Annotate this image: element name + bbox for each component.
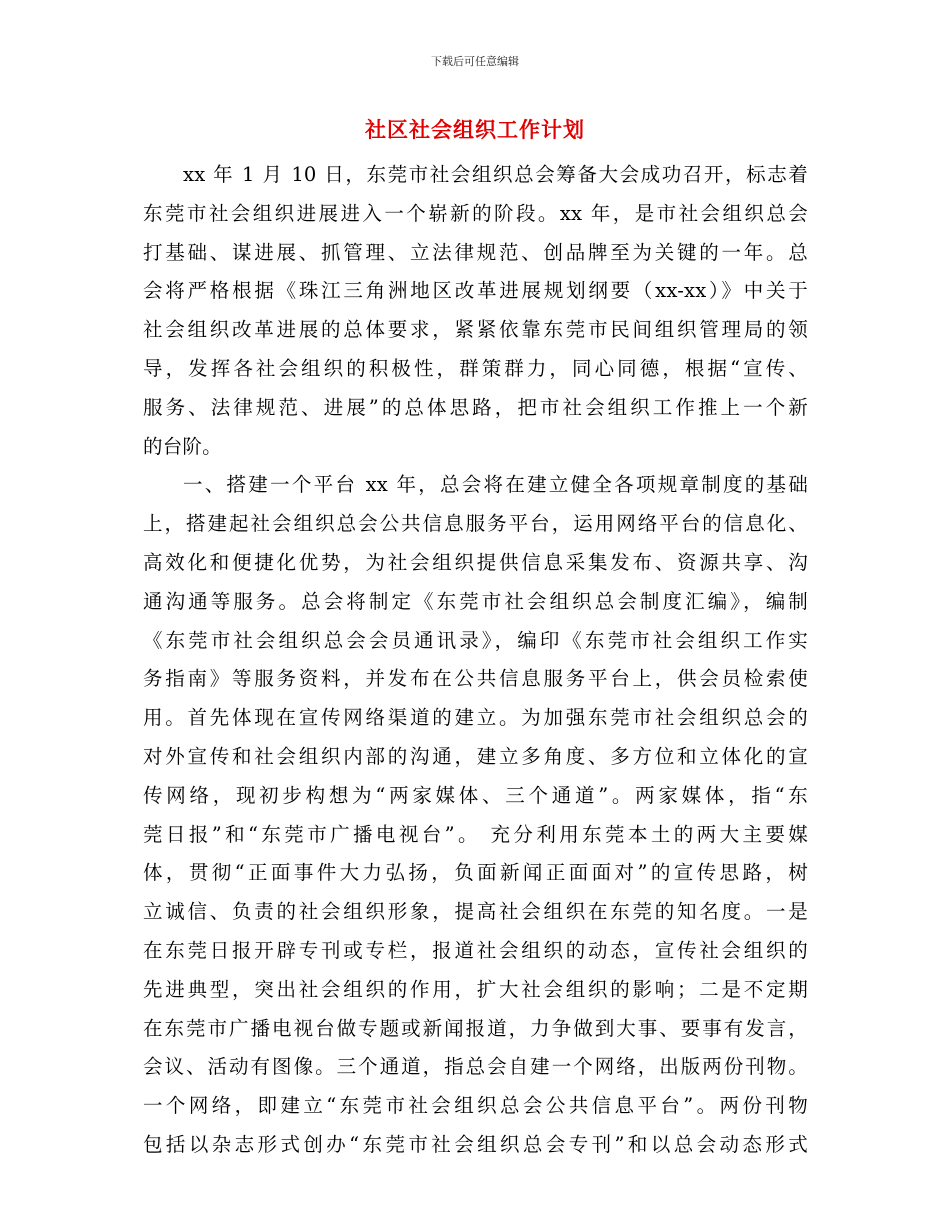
paragraph-line: 一、搭建一个平台 xx 年，总会将在建立健全各项规章制度的基础 [183,473,808,497]
paragraph-line: 对外宣传和社会组织内部的沟通，建立多角度、多方位和立体化的宣 [143,744,808,768]
paragraph-line: 打基础、谋进展、抓管理、立法律规范、创品牌至为关键的一年。总 [143,240,808,264]
paragraph-line: 通沟通等服务。总会将制定《东莞市社会组织总会制度汇编》，编制 [143,589,808,613]
paragraph-line: 包括以杂志形式创办“东莞市社会组织总会专刊”和以总会动态形式 [143,1132,808,1156]
paragraph-line: 上，搭建起社会组织总会公共信息服务平台，运用网络平台的信息化、 [143,512,808,536]
paragraph-line: 在东莞日报开辟专刊或专栏，报道社会组织的动态，宣传社会组织的 [143,938,808,962]
paragraph-line: 立诚信、负责的社会组织形象，提高社会组织在东莞的知名度。一是 [143,900,808,924]
paragraph-line: 《东莞市社会组织总会会员通讯录》，编印《东莞市社会组织工作实 [143,628,808,652]
paragraph-line: 导，发挥各社会组织的积极性，群策群力，同心同德，根据“宣传、 [143,356,808,380]
paragraph-line: 会议、活动有图像。三个通道，指总会自建一个网络，出版两份刊物。 [143,1055,808,1079]
paragraph-line: 传网络，现初步构想为“两家媒体、三个通道”。两家媒体，指“东 [143,783,808,807]
paragraph-line: 先进典型，突出社会组织的作用，扩大社会组织的影响；二是不定期 [143,977,808,1001]
paragraph-line: 的台阶。 [143,434,222,458]
paragraph-line: 社会组织改革进展的总体要求，紧紧依靠东莞市民间组织管理局的领 [143,318,808,342]
paragraph-line: 用。首先体现在宣传网络渠道的建立。为加强东莞市社会组织总会的 [143,706,808,730]
paragraph-line: xx 年 1 月 10 日，东莞市社会组织总会筹备大会成功召开，标志着 [183,163,808,186]
document-title: 社区社会组织工作计划 [365,118,585,142]
paragraph-line: 服务、法律规范、进展”的总体思路，把市社会组织工作推上一个新 [143,395,808,419]
paragraph-line: 莞日报”和“东莞市广播电视台”。 充分利用东莞本土的两大主要媒 [143,822,808,846]
paragraph-line: 体，贯彻“正面事件大力弘扬，负面新闻正面面对”的宣传思路，树 [143,861,808,885]
paragraph-line: 会将严格根据《珠江三角洲地区改革进展规划纲要（xx-xx）》中关于 [143,279,808,303]
paragraph-line: 东莞市社会组织进展进入一个崭新的阶段。xx 年，是市社会组织总会 [143,201,808,225]
paragraph-line: 在东莞市广播电视台做专题或新闻报道，力争做到大事、要事有发言， [143,1016,808,1040]
paragraph-line: 务指南》等服务资料，并发布在公共信息服务平台上，供会员检索使 [143,667,808,691]
document-body [143,156,808,1165]
paragraph-line: 一个网络，即建立“东莞市社会组织总会公共信息平台”。两份刊物 [143,1094,808,1118]
paragraph-line: 高效化和便捷化优势，为社会组织提供信息采集发布、资源共享、沟 [143,550,808,574]
header-note: 下载后可任意编辑 [431,55,519,68]
